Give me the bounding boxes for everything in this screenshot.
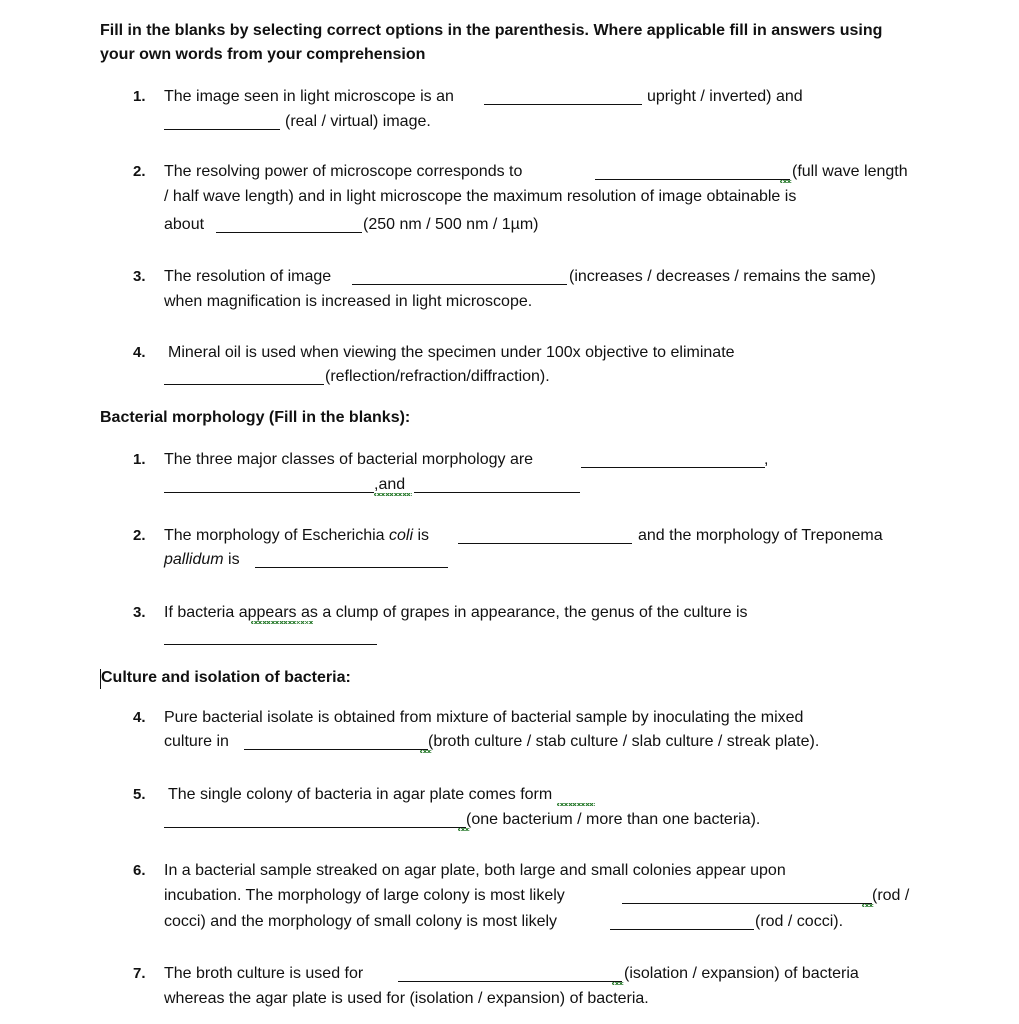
answer-blank[interactable] [484, 104, 642, 105]
answer-blank[interactable] [216, 232, 362, 233]
question-options: (rod / cocci). [755, 913, 844, 930]
question-text: pallidum is [164, 551, 240, 568]
question-text: The morphology of Escherichia coli is [164, 527, 430, 544]
answer-blank[interactable] [164, 492, 374, 493]
question-text: / half wave length) and in light microscope the maximum resolution of image obtainable is [164, 188, 797, 205]
answer-blank[interactable] [352, 284, 567, 285]
question-options: upright / inverted) and [647, 88, 803, 105]
section-heading: Bacterial morphology (Fill in the blanks): [100, 409, 411, 426]
question-options: (rod / [872, 887, 910, 904]
misspelled-word: form [520, 786, 553, 803]
answer-blank[interactable] [458, 543, 632, 544]
question-number: 3. [133, 268, 146, 285]
question-text: The resolution of image [164, 268, 332, 285]
question-options: (250 nm / 500 nm / 1µm) [363, 216, 539, 233]
question-options: (broth culture / stab culture / slab culture / streak plate). [428, 733, 820, 750]
question-options: (real / virtual) image. [285, 113, 431, 130]
question-text: The single colony of bacteria in agar plate comes form [168, 786, 553, 803]
instructions-line-2: your own words from your comprehension [100, 46, 426, 63]
answer-blank[interactable] [164, 827, 466, 828]
question-text: incubation. The morphology of large colony is most likely [164, 887, 565, 904]
question-text: about [164, 216, 205, 233]
question-text: The three major classes of bacterial morphology are [164, 451, 534, 468]
answer-blank[interactable] [595, 179, 790, 180]
question-options: (increases / decreases / remains the same) [569, 268, 876, 285]
grammar-squiggle [557, 803, 595, 806]
question-number: 1. [133, 88, 146, 105]
question-options: (reflection/refraction/diffraction). [325, 368, 550, 385]
answer-blank[interactable] [622, 903, 872, 904]
question-text: In a bacterial sample streaked on agar plate, both large and small colonies appear upon [164, 862, 786, 879]
question-text: ,and [374, 476, 406, 493]
grammar-squiggle [780, 180, 792, 183]
question-text: If bacteria appears as a clump of grapes in appearance, the genus of the culture is [164, 604, 748, 621]
question-number: 2. [133, 163, 146, 180]
question-text: whereas the agar plate is used for (isolation / expansion) of bacteria. [164, 990, 649, 1007]
section-heading: Culture and isolation of bacteria: [101, 669, 351, 686]
question-text: culture in [164, 733, 229, 750]
question-number: 7. [133, 965, 146, 982]
answer-blank[interactable] [581, 467, 765, 468]
question-text: The image seen in light microscope is an [164, 88, 454, 105]
question-number: 3. [133, 604, 146, 621]
question-text: Mineral oil is used when viewing the specimen under 100x objective to eliminate [168, 344, 735, 361]
comma: , [764, 451, 769, 468]
answer-blank[interactable] [414, 492, 580, 493]
question-text: cocci) and the morphology of small colony is most likely [164, 913, 558, 930]
question-number: 1. [133, 451, 146, 468]
question-text: Pure bacterial isolate is obtained from mixture of bacterial sample by inoculating the mixed [164, 709, 804, 726]
question-text: when magnification is increased in light microscope. [164, 293, 533, 310]
question-number: 5. [133, 786, 146, 803]
question-number: 2. [133, 527, 146, 544]
question-number: 6. [133, 862, 146, 879]
grammar-squiggle [612, 982, 624, 985]
answer-blank[interactable] [164, 129, 280, 130]
question-options: (one bacterium / more than one bacteria). [466, 811, 761, 828]
question-number: 4. [133, 709, 146, 726]
misspelled-word: appears [238, 604, 297, 621]
answer-blank[interactable] [610, 929, 754, 930]
question-number: 4. [133, 344, 146, 361]
question-text: and the morphology of Treponema [638, 527, 883, 544]
answer-blank[interactable] [398, 981, 622, 982]
question-text: The resolving power of microscope corresponds to [164, 163, 523, 180]
grammar-squiggle [374, 493, 412, 496]
answer-blank[interactable] [255, 567, 448, 568]
instructions-line-1: Fill in the blanks by selecting correct options in the parenthesis. Where applicable fill in answers using [100, 22, 883, 39]
question-options: (full wave length [792, 163, 908, 180]
grammar-squiggle [251, 621, 313, 624]
answer-blank[interactable] [244, 749, 428, 750]
question-text: The broth culture is used for [164, 965, 364, 982]
question-options: (isolation / expansion) of bacteria [624, 965, 859, 982]
answer-blank[interactable] [164, 384, 324, 385]
answer-blank[interactable] [164, 644, 377, 645]
